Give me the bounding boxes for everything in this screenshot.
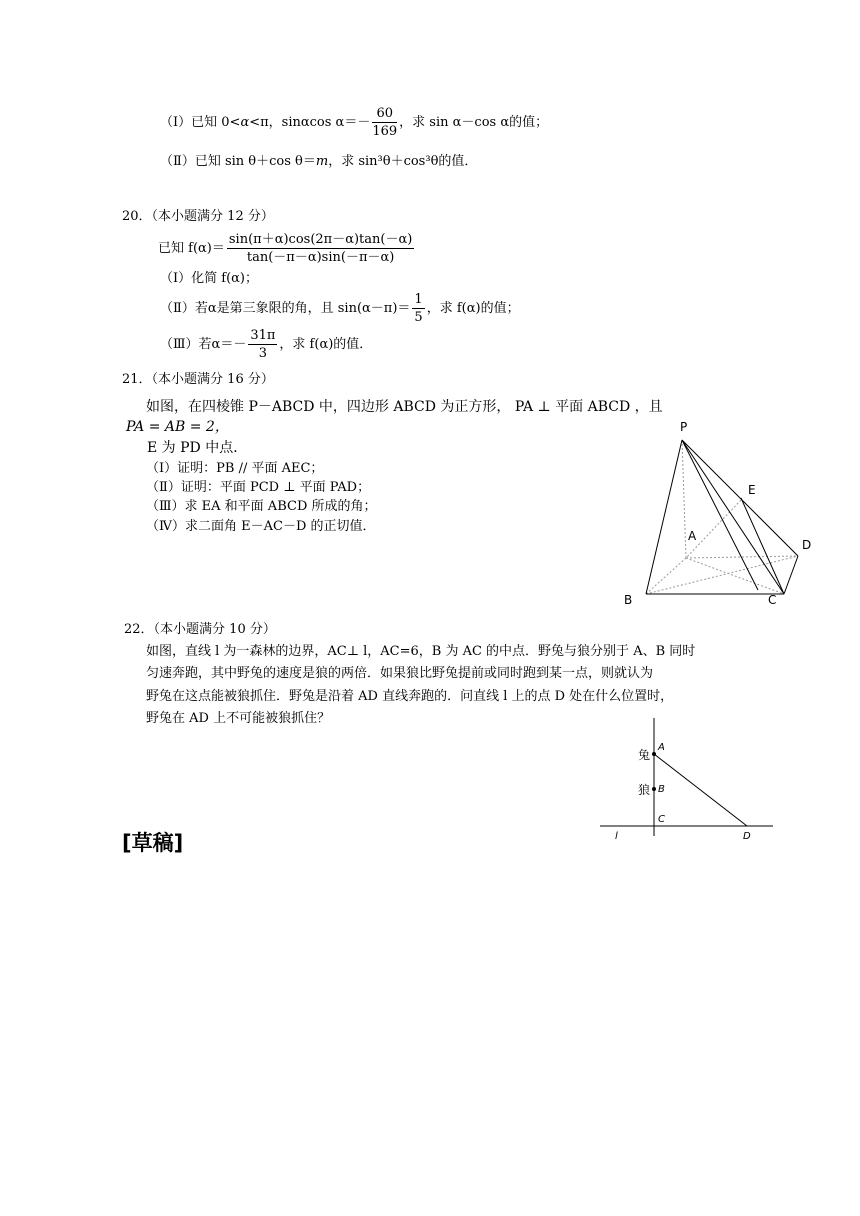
q22-line4: 野兔在 AD 上不可能被狼抓住？ xyxy=(146,711,331,726)
q20-part2-tail: ，求 f(α)的值； xyxy=(426,300,520,316)
label-rabbit: 兔 xyxy=(638,748,651,762)
q19-part2-lead: （Ⅱ）已知 sin θ＋cos θ＝ xyxy=(160,154,316,169)
q19-part1-lead: （Ⅰ）已知 0< xyxy=(160,114,241,130)
q20-header: 20．（本小题满分 12 分） xyxy=(122,209,274,224)
label-wolf: 狼 xyxy=(638,783,651,797)
q20-part3-fraction xyxy=(248,329,277,360)
q21-part4: （Ⅳ）求二面角 E－AC－D 的正切值． xyxy=(146,519,376,534)
q19-tail-a: ，求 sin α－cos α xyxy=(399,114,510,130)
draft-heading: [草稿] xyxy=(122,831,184,855)
edge-PB xyxy=(646,440,682,594)
q19-lt-pi: <π，sin xyxy=(249,114,301,130)
q22-line3: 野兔在这点能被狼抓住．野兔是沿着 AD 直线奔跑的．问直线 l 上的点 D 处在什么位置时， xyxy=(146,689,674,704)
label-D: D xyxy=(802,538,812,552)
point-A xyxy=(652,752,656,756)
q20-part2-fraction xyxy=(412,293,424,324)
q21-header: 21．（本小题满分 16 分） xyxy=(122,372,274,387)
q19-fraction-num: 60 xyxy=(372,107,397,123)
q19-m: m xyxy=(315,154,329,169)
q20-part3-den: 3 xyxy=(258,345,268,361)
q19-tail-b: 的值； xyxy=(509,114,549,130)
label-C: C xyxy=(768,593,777,607)
q20-part2-den: 5 xyxy=(414,309,423,325)
q21-part1: （Ⅰ）证明：PB // 平面 AEC； xyxy=(146,461,324,476)
q19-alpha-cos: αcos α xyxy=(300,114,345,130)
segment-AD xyxy=(654,754,747,826)
q20-given xyxy=(158,228,416,268)
q19-eq: ＝－ xyxy=(344,114,371,130)
q20-fraction-den: tan(－π－α)sin(－π－α) xyxy=(246,249,395,265)
q20-part1: （Ⅰ）化简 f(α)； xyxy=(160,271,259,286)
q19-part1 xyxy=(160,104,548,140)
q19-fraction xyxy=(372,107,397,138)
label-E: E xyxy=(748,483,756,497)
rabbit-wolf-figure xyxy=(595,714,785,844)
q20-part3-tail: ，求 f(α)的值． xyxy=(279,336,373,352)
q22-line1: 如图，直线 l 为一森林的边界，AC⊥ l，AC=6，B 为 AC 的中点．野兔与狼分别于 A、B 同时 xyxy=(146,644,696,659)
q20-fraction-num: sin(π＋α)cos(2π－α)tan(－α) xyxy=(228,231,413,247)
point-B xyxy=(652,787,656,791)
q20-part3-lead: （Ⅲ）若α＝－ xyxy=(160,336,247,352)
label-A: A xyxy=(688,529,697,543)
q21-part3: （Ⅲ）求 EA 和平面 ABCD 所成的角； xyxy=(146,499,377,514)
label-A-22: A xyxy=(658,742,665,753)
label-D-22: D xyxy=(743,831,751,842)
q20-part2 xyxy=(160,290,520,326)
q21-line2: PA = AB = 2， xyxy=(126,419,229,435)
edge-EC xyxy=(741,498,784,594)
pyramid-figure xyxy=(618,418,818,608)
q22-line2: 匀速奔跑，其中野兔的速度是狼的两倍．如果狼比野兔提前或同时跑到某一点，则就认为 xyxy=(146,666,654,681)
q20-fraction xyxy=(227,233,414,264)
label-P: P xyxy=(680,420,688,434)
label-C-22: C xyxy=(658,814,665,825)
q19-fraction-den: 169 xyxy=(372,123,398,139)
q20-part3 xyxy=(160,326,372,362)
q20-given-lead: 已知 f(α)＝ xyxy=(158,240,225,256)
edge-AC-hidden xyxy=(686,558,784,594)
q22-header: 22．（本小题满分 10 分） xyxy=(124,622,276,637)
q19-alpha: α xyxy=(240,114,250,130)
q21-line1: 如图，在四棱锥 P－ABCD 中，四边形 ABCD 为正方形， PA ⊥ 平面 ABCD ，且 xyxy=(146,399,663,415)
q19-part2 xyxy=(160,155,477,168)
label-B-22: B xyxy=(658,784,665,795)
label-B: B xyxy=(624,593,633,607)
q19-part2-tail: ，求 sin³θ＋cos³θ的值． xyxy=(328,154,478,169)
q20-part3-num: 31π xyxy=(250,327,276,343)
label-l: l xyxy=(615,831,618,842)
q21-line3: E 为 PD 中点． xyxy=(147,440,248,456)
edge-PA-hidden xyxy=(682,440,686,558)
edge-PC xyxy=(682,440,784,594)
q20-part2-lead: （Ⅱ）若α是第三象限的角，且 sin(α－π)＝ xyxy=(160,300,411,316)
edge-CD xyxy=(784,556,798,594)
q20-part2-num: 1 xyxy=(414,291,423,307)
edge-PE-inner xyxy=(682,440,758,590)
q21-part2: （Ⅱ）证明：平面 PCD ⊥ 平面 PAD； xyxy=(146,480,371,495)
edge-PD xyxy=(682,440,798,556)
